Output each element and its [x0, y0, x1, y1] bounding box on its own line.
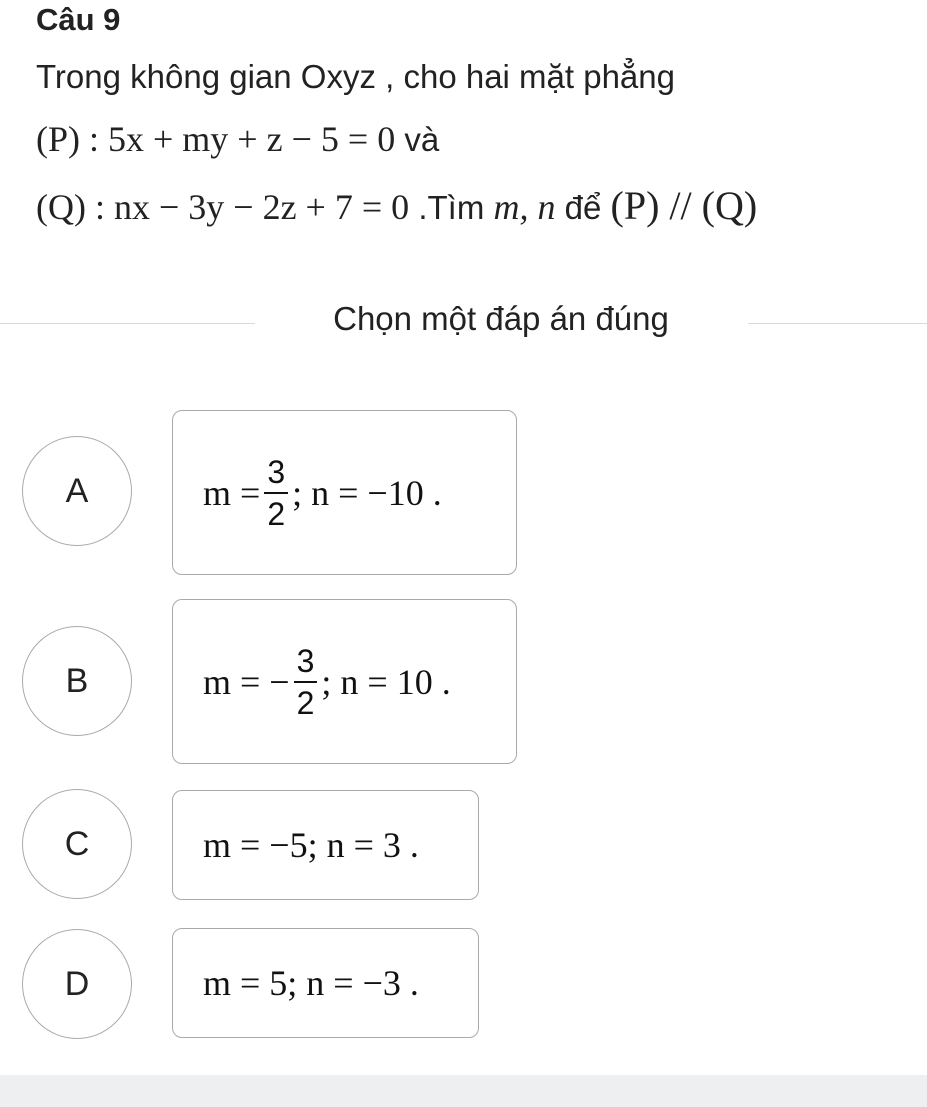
option-a-post: ; n = −10 . [292, 472, 442, 513]
bottom-panel [0, 1075, 927, 1107]
parallel-condition: (P) // (Q) [610, 183, 758, 228]
question-and-text: và [395, 121, 440, 158]
option-c-letter-button[interactable]: C [22, 789, 132, 899]
option-c-expression: m = −5; n = 3 . [203, 825, 419, 865]
option-b-fraction [294, 642, 318, 721]
option-d-letter-button[interactable]: D [22, 929, 132, 1039]
option-a-expression [203, 453, 442, 532]
plane-p-equation: (P) : 5x + my + z − 5 = 0 [36, 119, 396, 159]
question-number: Câu 9 [36, 2, 121, 37]
question-line-3 [36, 182, 757, 229]
option-b-pre: m = − [203, 661, 290, 702]
option-b-post: ; n = 10 . [321, 661, 451, 702]
option-a-answer[interactable] [172, 410, 517, 575]
option-d-answer[interactable] [172, 928, 479, 1038]
question-find-text: .Tìm [409, 189, 494, 226]
question-variables: m, n [493, 187, 556, 227]
answer-prompt: Chọn một đáp án đúng [333, 300, 669, 337]
question-line-2 [36, 118, 439, 160]
plane-q-equation: (Q) : nx − 3y − 2z + 7 = 0 [36, 187, 410, 227]
option-a-pre: m = [203, 472, 261, 513]
option-c-answer[interactable] [172, 790, 479, 900]
answer-prompt-divider [0, 300, 927, 348]
option-b-expression [203, 642, 451, 721]
option-a-letter-button[interactable]: A [22, 436, 132, 546]
option-b-letter-button[interactable]: B [22, 626, 132, 736]
option-d-expression: m = 5; n = −3 . [203, 963, 419, 1003]
option-a-fraction [264, 453, 288, 532]
option-b-answer[interactable] [172, 599, 517, 764]
option-b-denominator: 2 [296, 684, 315, 721]
question-so-that-text: để [555, 189, 611, 226]
option-a-numerator: 3 [267, 453, 286, 490]
option-b-numerator: 3 [296, 642, 315, 679]
option-a-denominator: 2 [267, 495, 286, 532]
question-line-1: Trong không gian Oxyz , cho hai mặt phẳng [36, 58, 675, 95]
